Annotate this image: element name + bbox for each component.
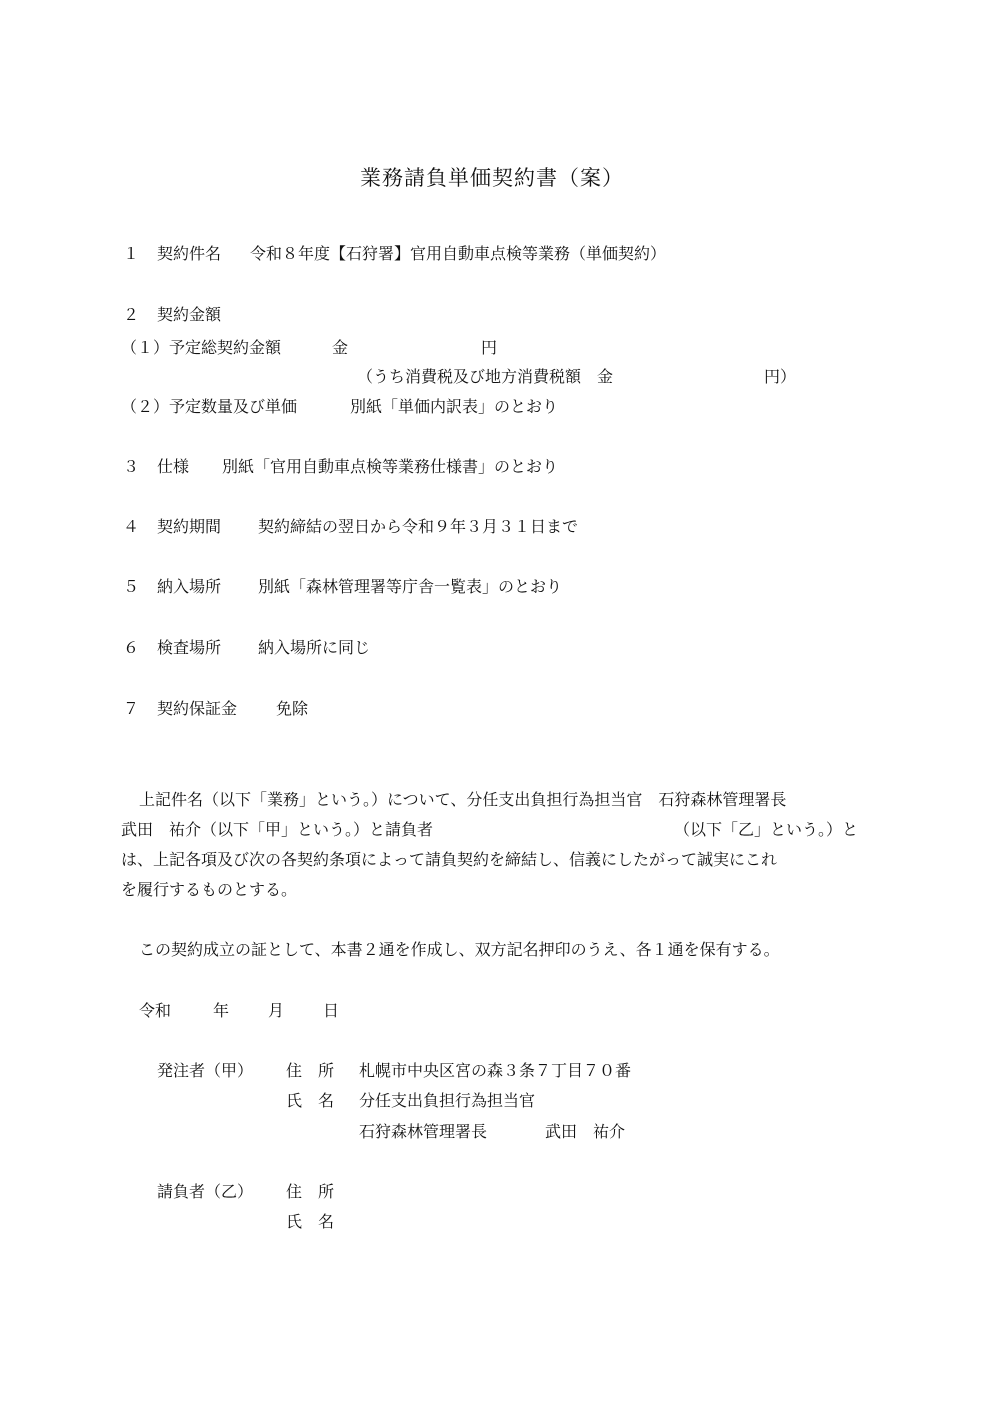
- amount-kin: 金: [332, 338, 349, 357]
- amount-yen: 円: [481, 338, 498, 357]
- item-value: 免除: [276, 699, 309, 718]
- paragraph-line: は、上記各項及び次の各契約条項によって請負契約を締結し、信義にしたがって誠実にこれ: [121, 850, 778, 869]
- item-value: 令和８年度【石狩署】官用自動車点検等業務（単価契約）: [250, 244, 667, 263]
- item-number: ４: [123, 517, 140, 536]
- planned-total-amount-label: （１）予定総契約金額: [121, 338, 282, 357]
- orderer-role: 発注者（甲）: [157, 1061, 254, 1080]
- item-value: 別紙「官用自動車点検等業務仕様書」のとおり: [222, 457, 559, 476]
- item-label: 検査場所: [157, 638, 222, 657]
- date-month: 月: [268, 1001, 285, 1020]
- item-label: 契約件名: [157, 244, 222, 263]
- item-label: 仕様: [157, 457, 190, 476]
- item-number: ２: [123, 305, 140, 324]
- date-era: 令和: [139, 1001, 172, 1020]
- item-number: ６: [123, 638, 140, 657]
- item-value: 契約締結の翌日から令和９年３月３１日まで: [258, 517, 579, 536]
- orderer-address: 札幌市中央区宮の森３条７丁目７０番: [359, 1061, 632, 1080]
- item-number: １: [123, 244, 140, 263]
- item-label: 契約期間: [157, 517, 222, 536]
- orderer-title: 分任支出負担行為担当官: [359, 1091, 536, 1110]
- orderer-office: 石狩森林管理署長: [359, 1122, 488, 1141]
- name-label: 氏 名: [286, 1212, 335, 1231]
- item-label: 納入場所: [157, 577, 222, 596]
- paragraph-line: 上記件名（以下「業務」という。）について、分任支出負担行為担当官 石狩森林管理署長: [139, 790, 787, 809]
- item-value: 別紙「森林管理署等庁舎一覧表」のとおり: [258, 577, 563, 596]
- item-label: 契約保証金: [157, 699, 238, 718]
- contractor-role: 請負者（乙）: [157, 1182, 254, 1201]
- item-label: 契約金額: [157, 305, 222, 324]
- name-label: 氏 名: [286, 1091, 335, 1110]
- certification-paragraph: この契約成立の証として、本書２通を作成し、双方記名押印のうえ、各１通を保有する。: [139, 940, 780, 959]
- date-day: 日: [323, 1001, 340, 1020]
- tax-amount-yen: 円）: [764, 367, 797, 386]
- document-title: 業務請負単価契約書（案）: [360, 166, 624, 190]
- item-value: 納入場所に同じ: [258, 638, 371, 657]
- item-number: ７: [123, 699, 140, 718]
- paragraph-line: を履行するものとする。: [121, 880, 298, 899]
- paragraph-line: 武田 祐介（以下「甲」という。）と請負者: [121, 820, 434, 839]
- paragraph-line: （以下「乙」という。）と: [674, 820, 859, 839]
- address-label: 住 所: [286, 1061, 335, 1080]
- item-number: ３: [123, 457, 140, 476]
- address-label: 住 所: [286, 1182, 335, 1201]
- planned-quantity-value: 別紙「単価内訳表」のとおり: [350, 397, 559, 416]
- orderer-name: 武田 祐介: [545, 1122, 626, 1141]
- item-number: ５: [123, 577, 140, 596]
- tax-amount-label: （うち消費税及び地方消費税額 金: [357, 367, 614, 386]
- planned-quantity-label: （２）予定数量及び単価: [121, 397, 298, 416]
- date-year: 年: [213, 1001, 230, 1020]
